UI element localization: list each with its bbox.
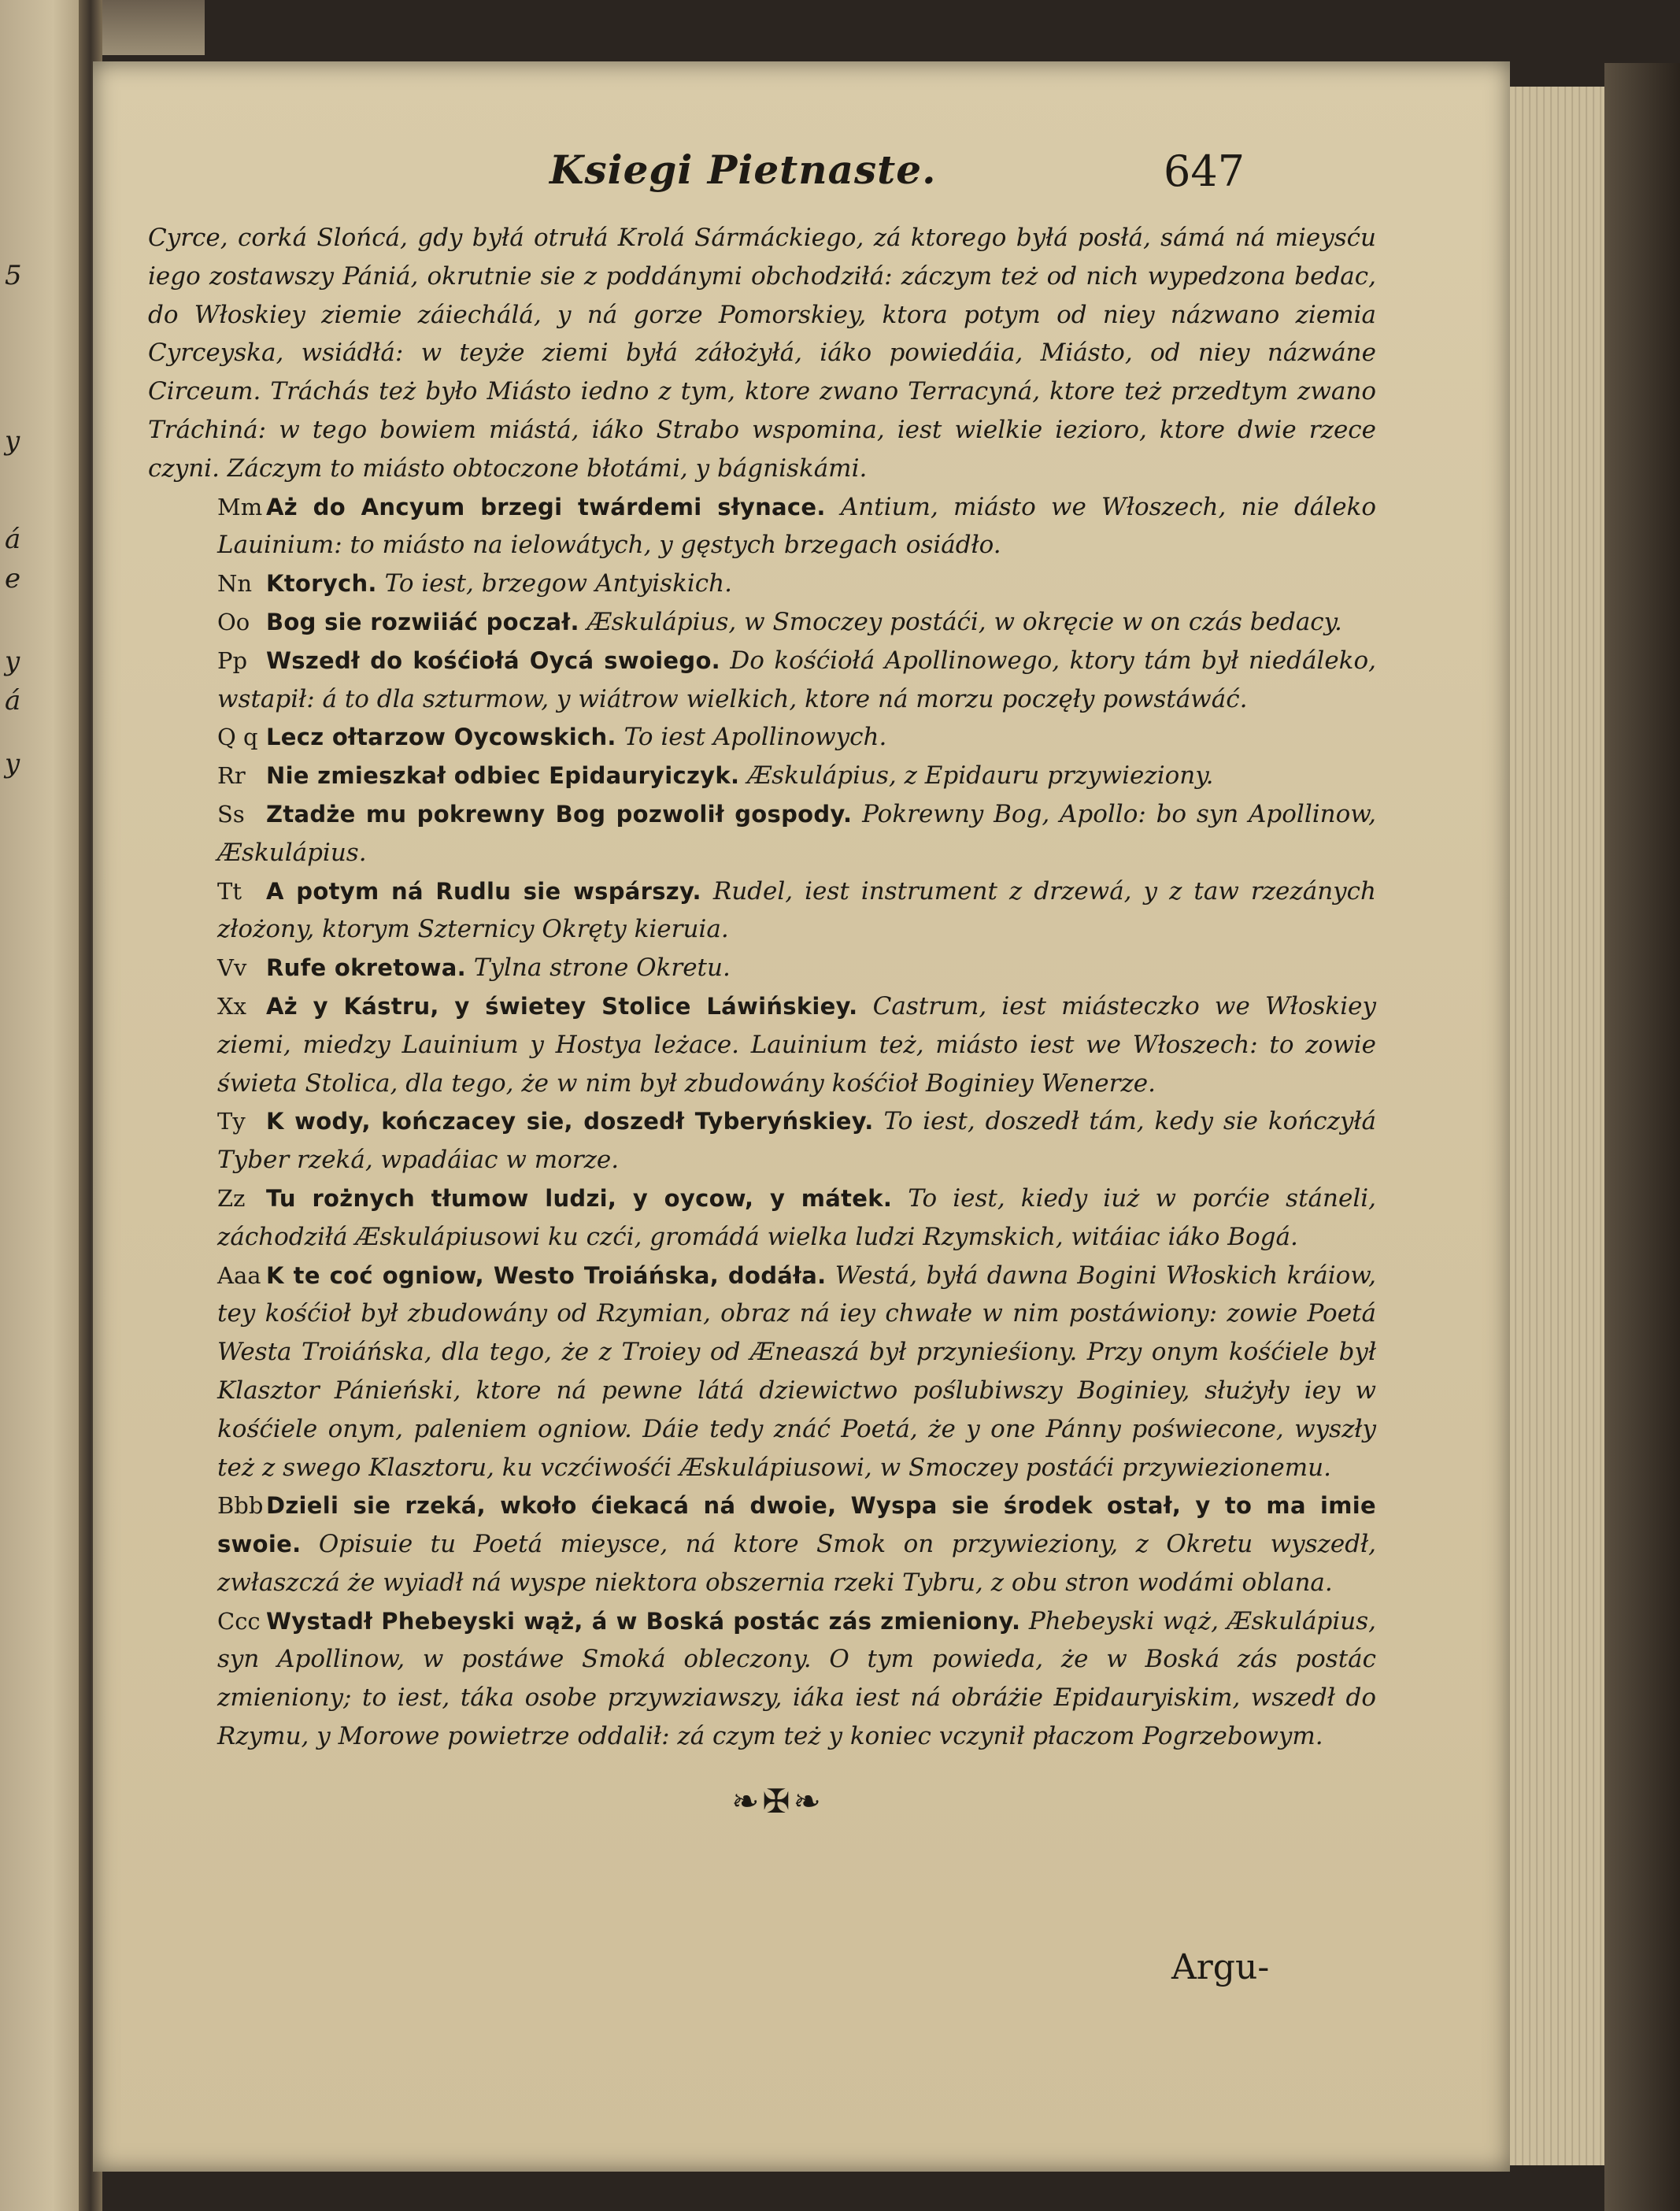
gloss-lemma: Nie zmieszkał odbiec Epidauryiczyk. <box>266 762 740 790</box>
gloss-marker: Ss <box>217 800 245 828</box>
gloss-lemma: Ktorych. <box>266 570 377 598</box>
page-header <box>93 139 1510 202</box>
gloss-text: Opisuie tu Poetá mieysce, ná ktore Smok on przywieziony, z Okretu wyszedł, zwłaszczá że wyiadł ná wyspe niektora obszernia rzeki Tybru, z obu stron wodámi oblana. <box>217 1530 1376 1597</box>
left-page-edge <box>0 0 88 2211</box>
gloss-marker: Ccc <box>217 1607 261 1635</box>
left-margin-fragment: á <box>5 524 21 555</box>
gloss-marker: Mm <box>217 493 263 520</box>
gloss-lemma: Wystadł Phebeyski wąż, á w Boská postác zás zmieniony. <box>266 1607 1021 1635</box>
gloss-text: Tylna strone Okretu. <box>473 954 731 983</box>
gloss-lemma: Bog sie rozwiiáć poczał. <box>266 608 579 635</box>
gloss-marker: Tt <box>217 877 242 905</box>
tailpiece-ornament: ❧✠❧ <box>731 1782 824 1820</box>
intro-paragraph: Cyrce, corká Slońcá, gdy byłá otrułá Krolá Sármáckiego, zá ktorego byłá posłá, sámá ná mieysću iego zostawszy Pániá, okrutnie sie z poddánymi obchodziłá: záczym też od nich wypedzona bedac, do Włoskiey ziemie záiechálá, y ná gorze Pomorskiey, ktora potym od niey názwano ziemia Cyrceyska, wsiádłá: w teyże ziemi byłá záłożyłá, iáko powiedáia, Miásto, od niey názwáne Circeum. Tráchás też było Miásto iedno z tym, ktore zwano Terracyná, ktore też przedtym zwano Tráchiná: w tego bowiem miástá, iáko Strabo wspomina, iest wielkie iezioro, ktore dwie rzece czyni. Záczym to miásto obtoczone błotámi, y bágniskámi. <box>148 224 1376 483</box>
gloss-marker: Oo <box>217 608 250 635</box>
left-margin-fragment: 5 <box>5 260 22 291</box>
gloss-entry <box>148 757 1376 795</box>
gloss-lemma: K wody, kończacey sie, doszedł Tyberyńskiey. <box>266 1108 874 1135</box>
gloss-marker: Aaa <box>217 1261 261 1289</box>
gloss-lemma: Aż do Ancyum brzegi twárdemi słynace. <box>266 493 826 520</box>
page-edges <box>1510 87 1604 2165</box>
gloss-text: Pokrewny Bog, Apollo: bo syn Apollinow, Æskulápius. <box>217 799 1376 867</box>
gloss-lemma: K te coć ogniow, Westo Troiáńska, dodáła. <box>266 1261 827 1289</box>
gloss-entry <box>148 1602 1376 1756</box>
book-page <box>93 61 1510 2172</box>
gloss-marker: Nn <box>217 570 253 598</box>
gloss-entry <box>148 488 1376 565</box>
gloss-text: To iest Apollinowych. <box>624 723 887 752</box>
gloss-text: Castrum, iest miásteczko we Włoskiey ziemi, miedzy Lauinium y Hostya leżace. Lauinium też, miásto iest we Włoszech: to zowie świeta Stolica, dla tego, że w nim był zbudowány kośćioł Boginiey Wenerze. <box>217 991 1376 1098</box>
gloss-lemma: Tu rożnych tłumow ludzi, y oycow, y mátek. <box>266 1184 893 1212</box>
left-margin-fragment: e <box>5 563 21 594</box>
gloss-entry <box>148 872 1376 950</box>
gloss-marker: Pp <box>217 646 248 674</box>
body-text <box>148 219 1376 1756</box>
left-margin-fragment: y <box>5 646 20 677</box>
gloss-text: Phebeyski wąż, Æskulápius, syn Apollinow, w postáwe Smoká obleczony. O tym powieda, że w Boská zás postác zmieniony; to iest, táka osobe przywziawszy, iáka iest ná obráżie Epidauryiskim, wszedł do Rzymu, y Morowe powietrze oddalił: zá czym też y koniec vczynił płaczom Pogrzebowym. <box>217 1606 1376 1751</box>
gloss-lemma: A potym ná Rudlu sie wspárszy. <box>266 877 701 905</box>
gloss-list <box>148 488 1376 1756</box>
gloss-entry <box>148 565 1376 603</box>
gloss-entry <box>148 1487 1376 1602</box>
gloss-entry <box>148 642 1376 719</box>
gloss-entry <box>148 1102 1376 1180</box>
gloss-entry <box>148 795 1376 872</box>
gloss-entry <box>148 1257 1376 1487</box>
book-cover-edge <box>1604 63 1680 2211</box>
gloss-lemma: Lecz ołtarzow Oycowskich. <box>266 724 616 751</box>
gloss-marker: Zz <box>217 1184 246 1212</box>
left-margin-fragment: y <box>5 425 20 457</box>
page-number: 647 <box>1164 146 1245 196</box>
gloss-entry <box>148 603 1376 642</box>
gloss-entry <box>148 987 1376 1102</box>
gloss-text: Æskulápius, z Epidauru przywieziony. <box>747 761 1214 791</box>
gloss-marker: Xx <box>217 992 247 1020</box>
left-margin-fragment: á <box>5 685 21 717</box>
gloss-text: To iest, kiedy iuż w porćie stáneli, záchodziłá Æskulápiusowi ku czći, gromádá wielka ludzi Rzymskich, witáiac iáko Bogá. <box>217 1183 1377 1251</box>
gloss-marker: Vv <box>217 954 247 982</box>
gloss-marker: Q q <box>217 724 258 751</box>
gloss-lemma: Rufe okretowa. <box>266 954 466 982</box>
gloss-entry <box>148 718 1376 757</box>
gloss-entry <box>148 949 1376 987</box>
gloss-text: Westá, byłá dawna Bogini Włoskich kráiow, tey kośćioł był zbudowány od Rzymian, obraz ná iey chwałe w nim postáwiony: zowie Poetá Westa Troiáńska, dla tego, że z Troiey od Æneaszá był przynieśiony. Przy onym kośćiele był Klasztor Pánieński, ktore ná pewne látá dziewictwo poślubiwszy Boginiey, służyły iey w kośćiele onym, paleniem ogniow. Dáie tedy znáć Poetá, że y one Pánny poświecone, wyszły też z swego Klasztoru, ku vczćiwośći Æskulápiusowi, w Smoczey postáći przywiezionemu. <box>217 1261 1376 1482</box>
gloss-lemma: Dzieli sie rzeká, wkoło ćiekacá ná dwoie, Wyspa sie środek ostał, y to ma imie swoie. <box>217 1492 1376 1558</box>
gloss-marker: Ty <box>217 1108 246 1135</box>
gloss-text: Rudel, iest instrument z drzewá, y z taw rzezánych złożony, ktorym Szternicy Okręty kieruia. <box>217 876 1377 944</box>
gloss-lemma: Aż y Kástru, y świetey Stolice Láwińskiey. <box>266 992 858 1020</box>
gloss-text: Antium, miásto we Włoszech, nie dáleko Lauinium: to miásto na ielowátych, y gęstych brzegach osiádło. <box>217 492 1376 560</box>
gloss-marker: Bbb <box>217 1492 264 1520</box>
catchword: Argu- <box>1171 1947 1270 1987</box>
gloss-text: To iest, doszedł tám, kedy sie kończyłá Tyber rzeká, wpadáiac w morze. <box>217 1107 1376 1175</box>
left-margin-fragment: y <box>5 748 20 780</box>
gloss-text: Do kośćiołá Apollinowego, ktory tám był niedáleko, wstapił: á to dla szturmow, y wiátrow wielkich, ktore ná morzu poczęły powstáwáć. <box>217 646 1376 713</box>
gloss-lemma: Wszedł do kośćiołá Oycá swoiego. <box>266 646 720 674</box>
gloss-text: To iest, brzegow Antyiskich. <box>384 569 732 598</box>
gloss-marker: Rr <box>217 762 246 790</box>
gloss-entry <box>148 1180 1376 1257</box>
running-head: Ksiegi Pietnaste. <box>550 146 937 193</box>
gloss-lemma: Ztadże mu pokrewny Bog pozwolił gospody. <box>266 800 853 828</box>
gloss-text: Æskulápius, w Smoczey postáći, w okręcie w on czás bedacy. <box>587 607 1342 636</box>
